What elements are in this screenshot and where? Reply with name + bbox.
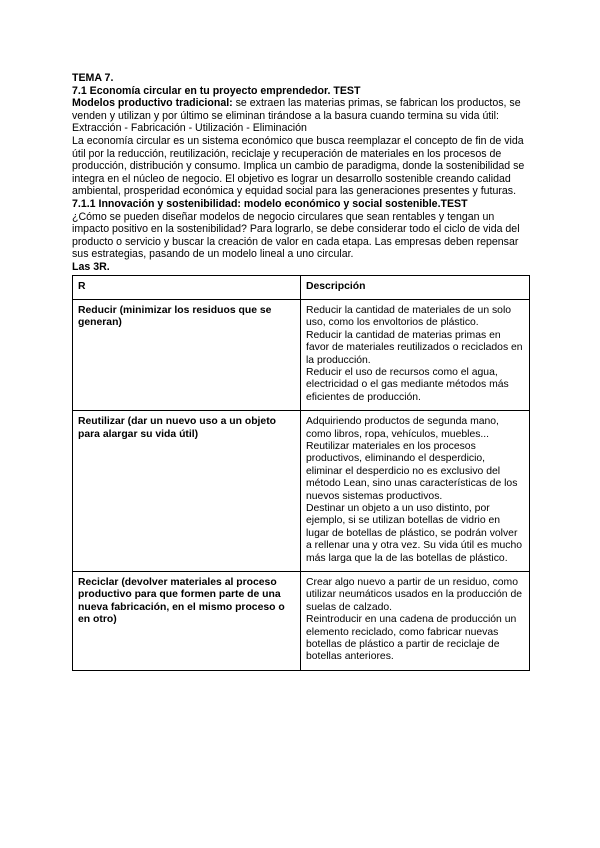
circular-economy-paragraph: La economía circular es un sistema económico que busca reemplazar el concepto de fin de vida útil por la reducción, reutilización, reciclaje y recuperación de materiales en los procesos de producción, distribución y consumo. Implica un cambio de paradigma, donde la sostenibilidad se integra en el núcleo de negocio. El objetivo es lograr un desarrollo sostenible creando calidad ambiental, prosperidad económica y equidad social para las generaciones presentes y futuras. <box>72 134 525 198</box>
row-reducir-r: Reducir (minimizar los residuos que se generan) <box>73 299 301 410</box>
table-title: Las 3R. <box>72 260 110 273</box>
table-header-row <box>73 275 530 299</box>
header-r: R <box>73 275 301 299</box>
row-reutilizar-r: Reutilizar (dar un nuevo uso a un objeto para alargar su vida útil) <box>73 411 301 572</box>
description-line: Reutilizar materiales en los procesos productivos, eliminando el desperdicio, eliminar el desperdicio no es exclusivo del método Lean, sino unas características de los nuevos sistemas productivos. <box>306 440 518 502</box>
description-line: Reducir la cantidad de materiales de un solo uso, como los envoltorios de plástico. <box>306 304 512 329</box>
row-reciclar-r: Reciclar (devolver materiales al proceso productivo para que formen parte de una nueva fabricación, en el mismo proceso o en otro) <box>73 572 301 671</box>
document-body <box>72 72 528 671</box>
table-row <box>73 299 530 410</box>
table-row <box>73 572 530 671</box>
description-line: Adquiriendo productos de segunda mano, como libros, ropa, vehículos, muebles... <box>306 416 499 440</box>
table-row <box>73 411 530 572</box>
traditional-model-text: se extraen las materias primas, se fabrican los productos, se venden y utilizan y por último se eliminan tirándose a la basura cuando termina su vida útil: <box>72 97 521 122</box>
circular-models-paragraph: ¿Cómo se pueden diseñar modelos de negocio circulares que sean rentables y tengan un impacto positivo en la sostenibilidad? Para lograrlo, se debe considerar todo el ciclo de vida del producto o servicio y buscar la creación de valor en cada etapa. Las empresas deben repensar sus estrategias, pasando de un modelo lineal a uno circular. <box>72 210 520 261</box>
three-r-table <box>72 275 530 671</box>
description-line: Destinar un objeto a un uso distinto, por ejemplo, si se utilizan botellas de vidrio en lugar de botellas de plástico, se podrán volver a rellenar una y otra vez. Su vida útil es mucho más larga que la de las botellas de plástico. <box>306 503 523 564</box>
section-title: 7.1 Economía circular en tu proyecto emprendedor. TEST <box>72 84 361 97</box>
heading: TEMA 7. <box>72 72 114 84</box>
production-stages: Extracción - Fabricación - Utilización - Eliminación <box>72 122 307 135</box>
header-description: Descripción <box>301 275 530 299</box>
row-reutilizar-description <box>301 411 530 572</box>
row-reciclar-description <box>301 572 530 671</box>
traditional-model-paragraph <box>72 97 528 122</box>
description-line: Reducir el uso de recursos como el agua, electricidad o el gas mediante métodos más eficientes de producción. <box>306 366 509 403</box>
description-line: Crear algo nuevo a partir de un residuo, como utilizar neumáticos usados en la producción de suelas de calzado. <box>306 577 523 613</box>
description-line: Reintroducir en una cadena de producción un elemento reciclado, como fabricar nuevas botellas de plástico a partir de reciclaje de botellas anteriores. <box>306 614 517 663</box>
subsection-title: 7.1.1 Innovación y sostenibilidad: modelo económico y social sostenible.TEST <box>72 197 468 210</box>
row-reducir-description <box>301 299 530 410</box>
traditional-model-label: Modelos productivo tradicional: <box>72 97 233 110</box>
description-line: Reducir la cantidad de materias primas en favor de materiales reutilizados o reciclados en la producción. <box>306 329 523 366</box>
